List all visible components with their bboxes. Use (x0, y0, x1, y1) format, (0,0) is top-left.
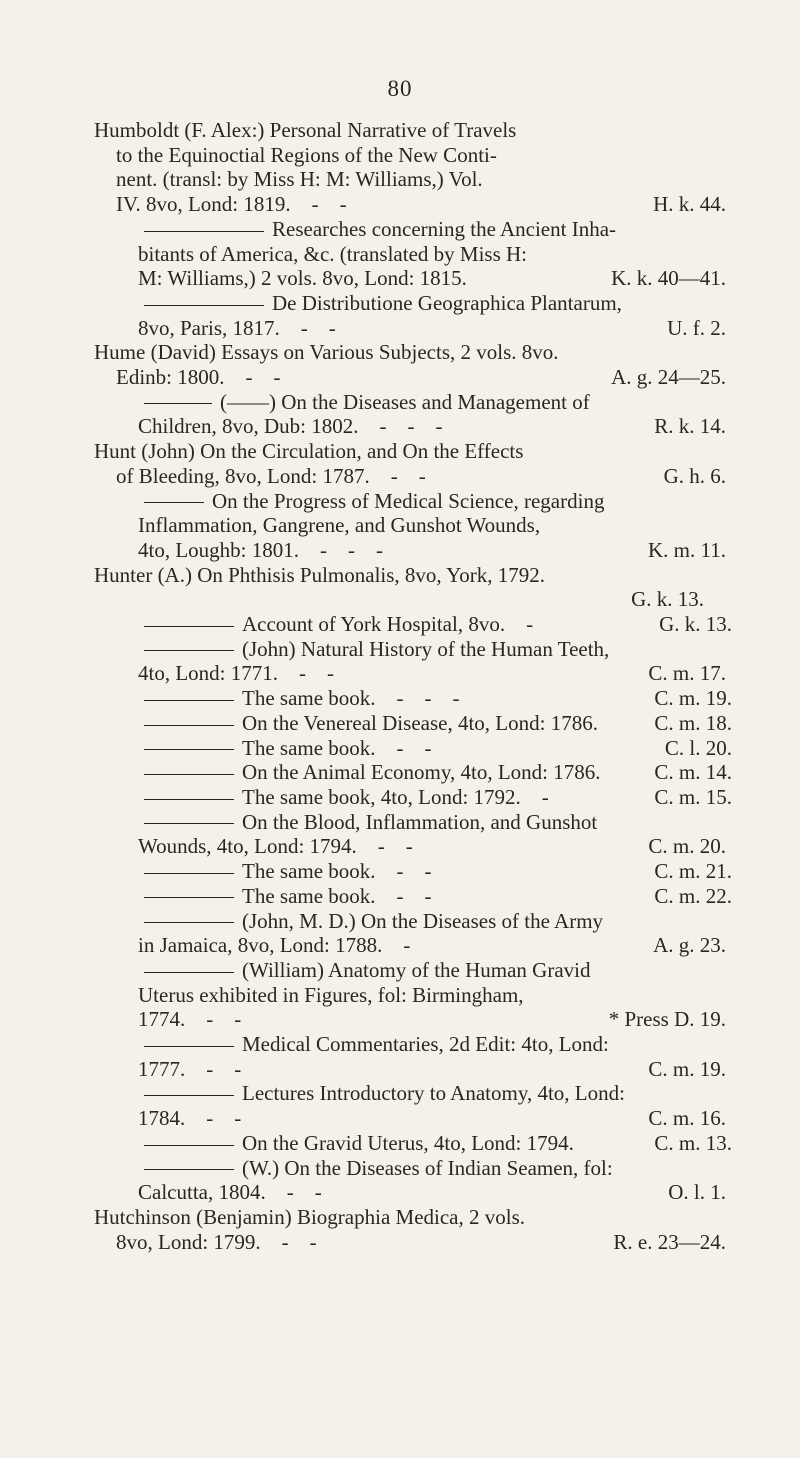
ditto-rule (144, 502, 204, 503)
entry-line (116, 167, 704, 192)
entry-text: Account of York Hospital, 8vo. - (242, 612, 534, 637)
catalog-subentry (94, 686, 732, 711)
catalog-subentry (94, 957, 726, 1032)
shelf-mark: H. k. 44. (653, 192, 726, 217)
entry-line (94, 340, 704, 365)
ditto-rule (144, 823, 234, 824)
entry-line (138, 1106, 726, 1131)
entry-text: nent. (transl: by Miss H: M: Williams,) Vol. (116, 167, 483, 192)
ditto-rule (144, 626, 234, 627)
shelf-mark: C. m. 17. (648, 661, 726, 686)
ditto-rule (144, 1145, 234, 1146)
shelf-mark: C. m. 20. (648, 834, 726, 859)
entry-line (138, 266, 726, 291)
entry-line (138, 1180, 726, 1205)
catalog-subentry (94, 883, 732, 909)
entry-line (138, 315, 726, 341)
shelf-mark: A. g. 23. (653, 933, 726, 958)
entry-line (144, 489, 704, 514)
entry-text: Hutchinson (Benjamin) Biographia Medica, 2 vols. (94, 1204, 526, 1229)
entry-line (144, 612, 732, 637)
catalog-subentry (94, 735, 732, 761)
shelf-mark: R. e. 23—24. (613, 1229, 726, 1254)
entry-line (144, 958, 704, 983)
ditto-rule (144, 1046, 234, 1047)
catalog-entry (94, 340, 726, 390)
entry-line (144, 810, 704, 835)
entry-line (138, 242, 704, 267)
catalog-subentry (94, 612, 732, 637)
shelf-mark: R. k. 14. (654, 414, 726, 439)
catalog-subentry (94, 1032, 726, 1081)
catalog-subentry (94, 859, 732, 884)
entry-text: On the Progress of Medical Science, regarding (212, 488, 605, 513)
entry-text: to the Equinoctial Regions of the New Conti- (116, 142, 497, 167)
entry-line (144, 686, 732, 711)
shelf-mark: C. m. 18. (654, 710, 732, 735)
entry-line (144, 390, 704, 415)
shelf-mark: C. m. 19. (654, 686, 732, 711)
entry-text: Wounds, 4to, Lond: 1794. - - (138, 834, 413, 859)
catalog-subentry (94, 1155, 726, 1205)
entry-line (144, 909, 704, 934)
shelf-mark: C. m. 19. (648, 1056, 726, 1081)
catalog-subentry (94, 290, 726, 340)
entry-text: On the Venereal Disease, 4to, Lond: 1786. (242, 710, 598, 735)
shelf-mark: C. m. 13. (654, 1130, 732, 1155)
shelf-mark: G. h. 6. (663, 463, 726, 488)
entry-text: The same book. - - - (242, 686, 460, 711)
entry-line (138, 834, 726, 859)
entry-line (138, 933, 726, 958)
entry-line (144, 735, 732, 761)
shelf-mark: O. l. 1. (668, 1180, 726, 1205)
entry-line (144, 1130, 732, 1156)
shelf-mark: * Press D. 19. (608, 1007, 726, 1032)
shelf-mark: U. f. 2. (667, 315, 726, 340)
catalog-entry (94, 118, 726, 217)
entry-text: Calcutta, 1804. - - (138, 1180, 322, 1205)
entry-text: (John, M. D.) On the Diseases of the Army (242, 908, 604, 933)
entry-line (116, 192, 726, 217)
ditto-rule (144, 972, 234, 973)
ditto-rule (144, 231, 264, 232)
ditto-rule (144, 305, 264, 306)
entry-text: Lectures Introductory to Anatomy, 4to, Lond: (242, 1081, 625, 1106)
entry-text: in Jamaica, 8vo, Lond: 1788. - (138, 933, 411, 958)
shelf-mark: K. k. 40—41. (611, 266, 726, 291)
entry-text: 8vo, Paris, 1817. - - (138, 315, 336, 340)
entry-line (116, 1229, 726, 1255)
entry-line (94, 1204, 704, 1230)
ditto-rule (144, 922, 234, 923)
entry-text: 1777. - - (138, 1056, 242, 1081)
page-number: 80 (387, 76, 413, 101)
ditto-rule (144, 1095, 234, 1096)
catalog-entry (94, 1204, 726, 1254)
entry-text: On the Animal Economy, 4to, Lond: 1786. (242, 760, 601, 785)
entry-text: Hunter (A.) On Phthisis Pulmonalis, 8vo, York, 1792. (94, 562, 545, 587)
catalog-subentry (94, 216, 726, 291)
entry-text: 1784. - - (138, 1106, 242, 1131)
entry-line (144, 784, 732, 810)
entry-text: Children, 8vo, Dub: 1802. - - - (138, 414, 443, 439)
entry-line (94, 439, 704, 464)
entry-text: The same book. - - (242, 859, 432, 884)
shelf-mark: G. k. 13. (659, 612, 732, 637)
shelf-mark: C. m. 16. (648, 1106, 726, 1131)
catalog-subentry (94, 784, 732, 810)
shelf-mark: C. m. 21. (654, 859, 732, 884)
entry-line (138, 537, 726, 563)
entry-text: IV. 8vo, Lond: 1819. - - (116, 192, 347, 217)
catalog-subentry (94, 488, 726, 563)
entry-text: The same book. - - (242, 883, 432, 908)
entry-line (138, 414, 726, 439)
entry-text: Edinb: 1800. - - (116, 365, 281, 390)
entry-line (138, 1056, 726, 1082)
entry-text: Hume (David) Essays on Various Subjects, 2 vols. 8vo. (94, 340, 559, 365)
ditto-rule (144, 1169, 234, 1170)
shelf-mark: C. m. 22. (654, 883, 732, 908)
entry-text: The same book, 4to, Lond: 1792. - (242, 784, 549, 809)
entry-text: On the Blood, Inflammation, and Gunshot (242, 809, 598, 834)
entry-text: (——) On the Diseases and Management of (220, 389, 590, 414)
entry-text: On the Gravid Uterus, 4to, Lond: 1794. (242, 1130, 574, 1155)
catalog-listing (94, 118, 732, 1254)
shelf-mark: C. l. 20. (664, 735, 732, 760)
ditto-rule (144, 749, 234, 750)
catalog-subentry (94, 760, 732, 785)
ditto-rule (144, 873, 234, 874)
entry-line (138, 661, 726, 686)
entry-line (144, 883, 732, 909)
entry-text: 8vo, Lond: 1799. - - (116, 1229, 317, 1254)
entry-text: 4to, Lond: 1771. - - (138, 661, 334, 686)
catalog-subentry (94, 710, 732, 736)
entry-text: Inflammation, Gangrene, and Gunshot Wounds, (138, 513, 541, 538)
entry-line (144, 1032, 704, 1057)
entry-text: (W.) On the Diseases of Indian Seamen, fol: (242, 1155, 613, 1180)
entry-text: (William) Anatomy of the Human Gravid (242, 957, 591, 982)
entry-text: (John) Natural History of the Human Teeth, (242, 636, 610, 661)
entry-line (94, 562, 704, 588)
entry-line (144, 760, 732, 785)
entry-line (116, 365, 726, 390)
ditto-rule (144, 897, 234, 898)
entry-text: Uterus exhibited in Figures, fol: Birmingham, (138, 982, 524, 1007)
entry-line (144, 710, 732, 736)
ditto-rule (144, 700, 234, 701)
shelf-mark: G. k. 13. (631, 587, 704, 612)
entry-line (144, 1081, 704, 1106)
ditto-rule (144, 725, 234, 726)
entry-line (138, 1007, 726, 1032)
entry-line (138, 983, 704, 1008)
entry-text: Medical Commentaries, 2d Edit: 4to, Lond: (242, 1032, 609, 1057)
entry-line (144, 1156, 704, 1181)
shelf-mark: C. m. 15. (654, 784, 732, 809)
catalog-subentry (94, 1130, 732, 1156)
entry-text: 4to, Loughb: 1801. - - - (138, 537, 383, 562)
shelf-mark: K. m. 11. (648, 537, 726, 562)
entry-text: of Bleeding, 8vo, Lond: 1787. - - (116, 463, 426, 488)
entry-text: 1774. - - (138, 1007, 242, 1032)
entry-text: M: Williams,) 2 vols. 8vo, Lond: 1815. (138, 266, 467, 291)
ditto-rule (144, 774, 234, 775)
entry-text: Researches concerning the Ancient Inha- (272, 216, 617, 241)
catalog-subentry (94, 908, 726, 958)
shelf-mark: C. m. 14. (654, 760, 732, 785)
entry-text: Humboldt (F. Alex:) Personal Narrative of Travels (94, 118, 517, 142)
entry-line (138, 513, 704, 538)
catalog-subentry (94, 389, 726, 439)
entry-text: bitants of America, &c. (translated by Miss H: (138, 241, 528, 266)
catalog-entry (94, 563, 704, 612)
catalog-entry (94, 439, 726, 488)
entry-text: De Distributione Geographica Plantarum, (272, 290, 622, 315)
entry-line (144, 637, 704, 662)
ditto-rule (144, 403, 212, 404)
catalog-subentry (94, 636, 726, 686)
entry-text: Hunt (John) On the Circulation, and On the Effects (94, 439, 524, 464)
entry-line (94, 118, 704, 143)
ditto-rule (144, 799, 234, 800)
entry-line (144, 859, 732, 884)
shelf-mark: A. g. 24—25. (611, 365, 726, 390)
entry-line (116, 142, 704, 168)
entry-text: The same book. - - (242, 735, 432, 760)
entry-line (116, 463, 726, 489)
catalog-subentry (94, 1081, 726, 1131)
catalog-subentry (94, 809, 726, 859)
entry-line (144, 217, 704, 242)
ditto-rule (144, 650, 234, 651)
entry-line (144, 291, 704, 316)
